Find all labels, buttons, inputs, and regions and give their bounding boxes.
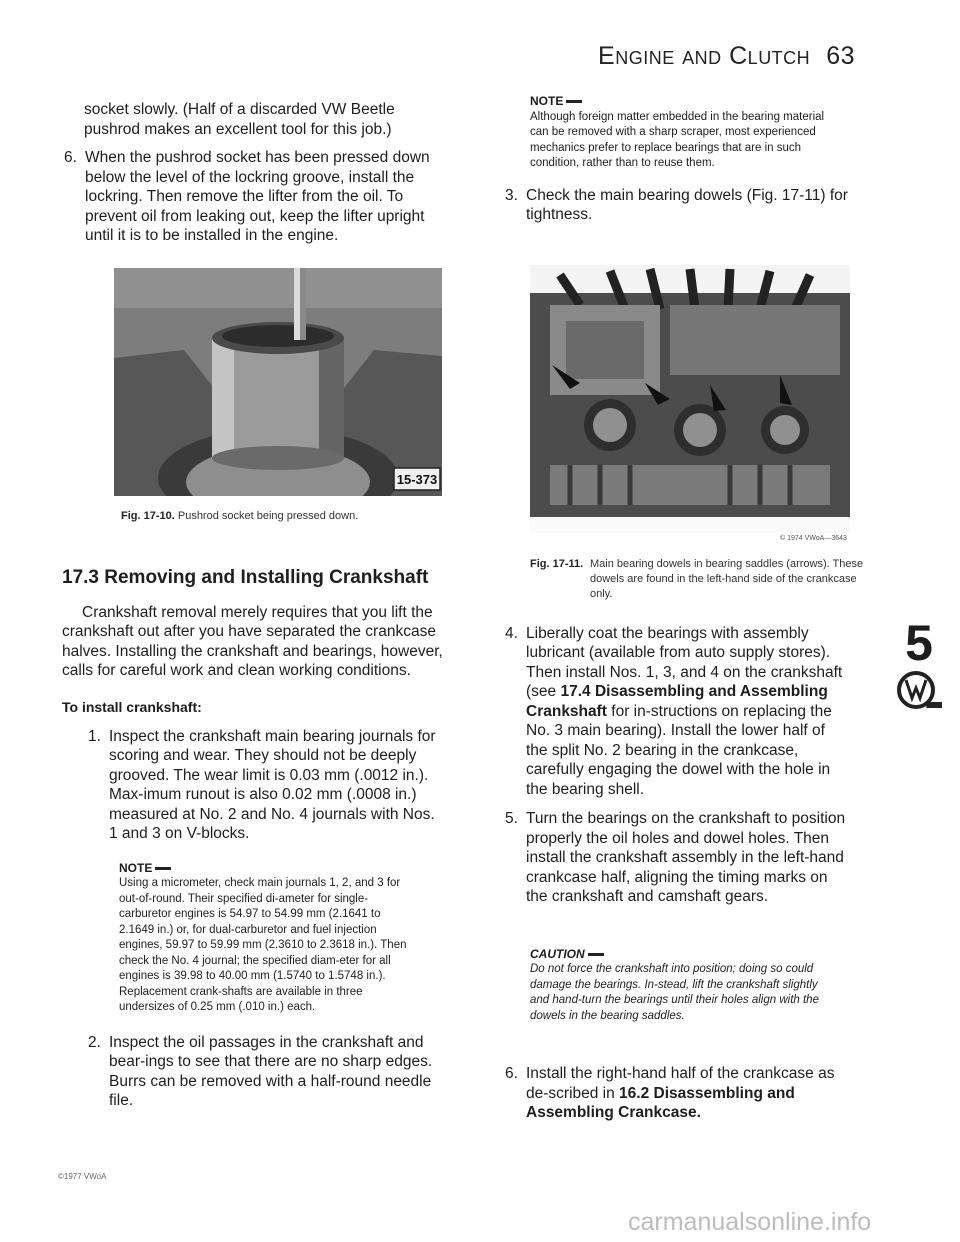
procedure-subtitle: To install crankshaft: [62, 698, 202, 715]
note-rule [566, 100, 582, 103]
chapter-title: Engine and Clutch [598, 42, 811, 70]
step-3 [505, 186, 850, 225]
page-header [535, 42, 855, 71]
step-number: 2. [88, 1033, 101, 1051]
step-text: Inspect the oil passages in the crankshaft and bear-ings to see that there are no sharp edges. Burrs can be removed with a half-round needle file. [109, 1033, 433, 1109]
note-heading [530, 94, 830, 110]
caution-box [530, 947, 822, 1025]
figure-caption-text: Main bearing dowels in bearing saddles (arrows). These dowels are found in the left-hand side of the crankcase only. [590, 557, 864, 600]
step-text: Install the right-hand half of the crankcase as de-scribed in [526, 1065, 835, 1102]
note-label: NOTE [119, 860, 153, 875]
caution-rule [588, 953, 604, 956]
step-number: 6. [64, 149, 77, 166]
figure-17-10-photo [114, 268, 442, 496]
note-heading [119, 861, 409, 877]
left-column [64, 100, 444, 1111]
chapter-tab [896, 615, 942, 717]
vw-logo-icon [896, 668, 942, 712]
section-title: 17.3 Removing and Installing Crankshaft [62, 566, 429, 588]
page-footer-copyright: ©1977 VWoA [58, 1172, 107, 1181]
step-text: Check the main bearing dowels (Fig. 17-11) for tightness. [526, 186, 848, 223]
figure-caption-text: Pushrod socket being pressed down. [177, 509, 359, 522]
step-text-a: Liberally coat the bearings with assembly lubricant (available from auto supply stores). Then install Nos. 1, 3, and 4 on the crankshaft (see [526, 624, 843, 700]
intro-paragraph: socket slowly. (Half of a discarded VW Beetle pushrod makes an excellent tool for this job.) [84, 101, 395, 138]
right-column [505, 94, 864, 1123]
step-text: When the pushrod socket has been pressed down below the level of the lockring groove, install the lockring. Then remove the lifter from the oil. To prevent oil from leaking out, keep the lifter upright until it is to be installed in the engine. [85, 149, 430, 244]
caution-text: Do not force the crankshaft into position; doing so could damage the bearings. In-stead, lift the crankshaft slightly and hand-turn the bearings until their holes align with the dowels in the bearing saddles. [530, 963, 819, 1022]
cross-reference: 17.4 Disassembling and Assembling Crankshaft [526, 683, 828, 720]
site-watermark: carmanualsonline.info [628, 1208, 872, 1236]
pushrod-press-photo [114, 268, 442, 496]
figure-copyright: © 1974 VWoA—3643 [780, 534, 847, 542]
note-text: Although foreign matter embedded in the bearing material can be removed with a sharp scraper, most experienced mechanics prefer to replace bearings that are in such condition, rather than to reuse them. [530, 110, 825, 169]
step-1 [88, 727, 444, 844]
step-number: 3. [505, 186, 518, 204]
step-4 [505, 624, 850, 800]
step-number: 5. [505, 810, 518, 827]
step-number: 4. [505, 624, 518, 642]
note-rule [155, 867, 171, 870]
caution-heading [530, 947, 822, 963]
figure-label: Fig. 17-10. [121, 509, 175, 522]
crankcase-photo [530, 265, 850, 533]
figure-17-10-caption [121, 509, 444, 524]
cross-reference: 16.2 Disassembling and Assembling Crankcase. [526, 1084, 795, 1121]
step-text: Turn the bearings on the crankshaft to position properly the oil holes and dowel holes. Then install the crankshaft assembly in the left-hand crankcase half, aligning the timing marks on the crankshaft and camshaft gears. [526, 810, 846, 905]
note-box-right [530, 94, 830, 172]
note-label: NOTE [530, 94, 564, 108]
step-text: Inspect the crankshaft main bearing journals for scoring and wear. They should not be deeply grooved. The wear limit is 0.03 mm (.0012 in.). Max-imum runout is also 0.02 mm (.0008 in.) measured at No. 2 and No. 4 journals with Nos. 1 and 3 on V-blocks. [109, 727, 436, 842]
page-number: 63 [826, 42, 855, 70]
step-6-right [505, 1064, 850, 1123]
figure-17-11-photo [530, 265, 850, 533]
step-2 [88, 1033, 444, 1111]
caution-label: CAUTION [530, 946, 585, 961]
figure-17-11-caption [530, 557, 870, 602]
figure-badge: 15-373 [396, 471, 438, 487]
step-number: 1. [88, 727, 101, 745]
step-number: 6. [505, 1065, 518, 1082]
figure-label: Fig. 17-11. [530, 557, 584, 570]
section-paragraph: Crankshaft removal merely requires that you lift the crankshaft out after you have separated the crankcase halves. Installing the crankshaft and bearings, however, calls for careful work and clean working conditions. [62, 603, 443, 679]
note-box-left [119, 861, 409, 1016]
step-text-b: for in-structions on replacing the No. 3 main bearing). Install the lower half of the split No. 2 bearing in the crankcase, carefully engaging the dowel with the hole in the bearing shell. [526, 702, 832, 798]
note-text: Using a micrometer, check main journals 1, 2, and 3 for out-of-round. Their specified di-ameter for single-carburetor engines is 54.97 to 54.99 mm (2.1641 to 2.1649 in.) or, for dual-carburetor and fuel injection engines, 59.97 to 59.99 mm (2.3610 to 2.3618 in.). Then check the No. 4 journal; the specified diam-eter for all engines is 39.98 to 40.00 mm (1.5740 to 1.5748 in.). Replacement crank-shafts are available in three undersizes of 0.25 mm (.010 in.) each. [119, 877, 407, 1013]
step-5 [505, 809, 850, 907]
step-6-left [64, 148, 444, 246]
chapter-tab-number: 5 [905, 615, 933, 671]
